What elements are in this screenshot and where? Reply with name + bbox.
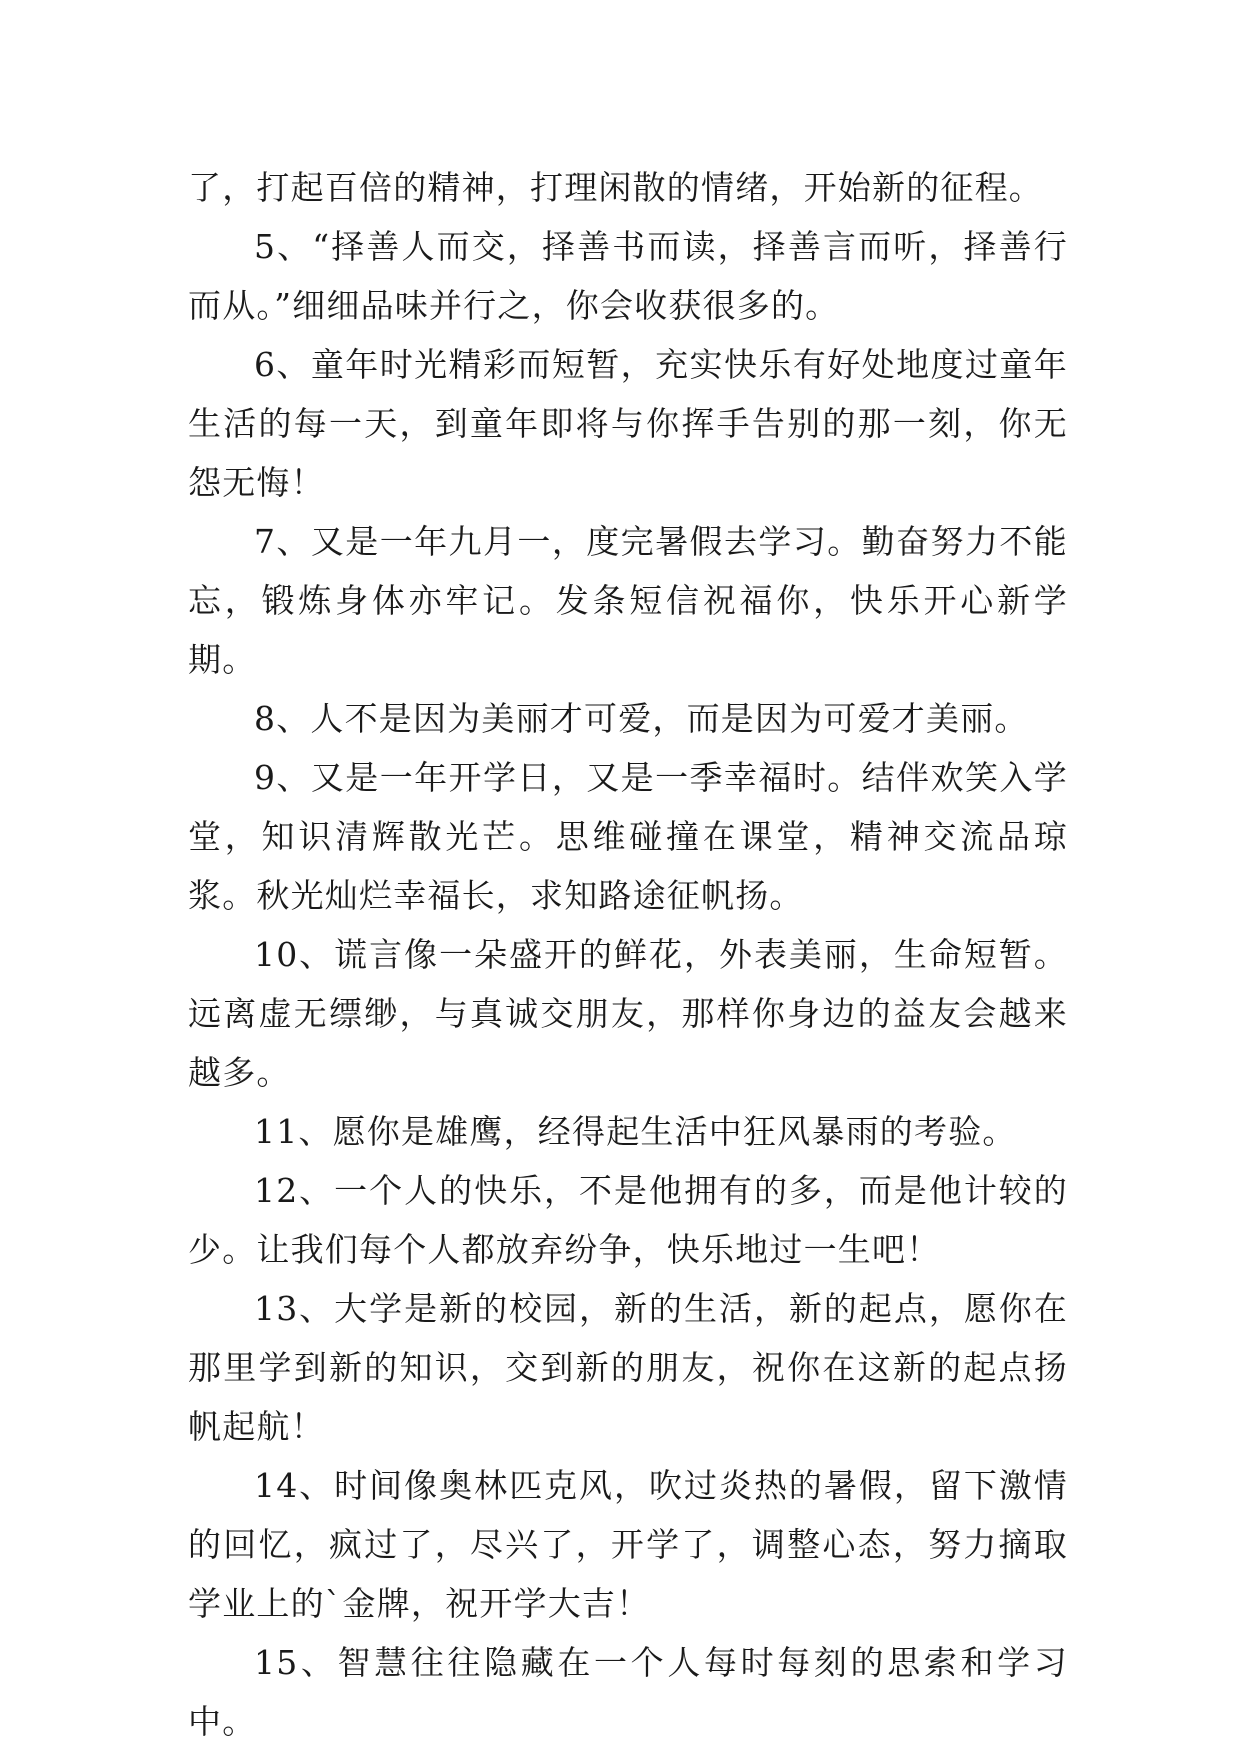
text-body (188, 158, 1068, 1751)
paragraph-9: 9、又是一年开学日，又是一季幸福时。结伴欢笑入学堂，知识清辉散光芒。思维碰撞在课堂，精神交流品琼浆。秋光灿烂幸福长，求知路途征帆扬。 (188, 758, 1068, 915)
paragraph-15: 15、智慧往往隐藏在一个人每时每刻的思索和学习中。 (188, 1643, 1068, 1741)
paragraph-10: 10、谎言像一朵盛开的鲜花，外表美丽，生命短暂。远离虚无缥缈，与真诚交朋友，那样你身边的益友会越来越多。 (188, 935, 1068, 1092)
paragraph-5: 5、“择善人而交，择善书而读，择善言而听，择善行而从。”细细品味并行之，你会收获很多的。 (188, 227, 1068, 325)
paragraph-12: 12、一个人的快乐，不是他拥有的多，而是他计较的少。让我们每个人都放弃纷争，快乐地过一生吧！ (188, 1171, 1068, 1269)
paragraph-6: 6、童年时光精彩而短暂，充实快乐有好处地度过童年生活的每一天，到童年即将与你挥手告别的那一刻，你无怨无悔！ (188, 345, 1068, 502)
paragraph-8: 8、人不是因为美丽才可爱，而是因为可爱才美丽。 (254, 699, 1029, 738)
paragraph-continuation: 了，打起百倍的精神，打理闲散的情绪，开始新的征程。 (188, 168, 1043, 207)
paragraph-7: 7、又是一年九月一，度完暑假去学习。勤奋努力不能忘，锻炼身体亦牢记。发条短信祝福你，快乐开心新学期。 (188, 522, 1068, 679)
paragraph-14: 14、时间像奥林匹克风，吹过炎热的暑假，留下激情的回忆，疯过了，尽兴了，开学了，调整心态，努力摘取学业上的`金牌，祝开学大吉！ (188, 1466, 1068, 1623)
paragraph-13: 13、大学是新的校园，新的生活，新的起点，愿你在那里学到新的知识，交到新的朋友，祝你在这新的起点扬帆起航！ (188, 1289, 1068, 1446)
paragraph-11: 11、愿你是雄鹰，经得起生活中狂风暴雨的考验。 (254, 1112, 1017, 1151)
